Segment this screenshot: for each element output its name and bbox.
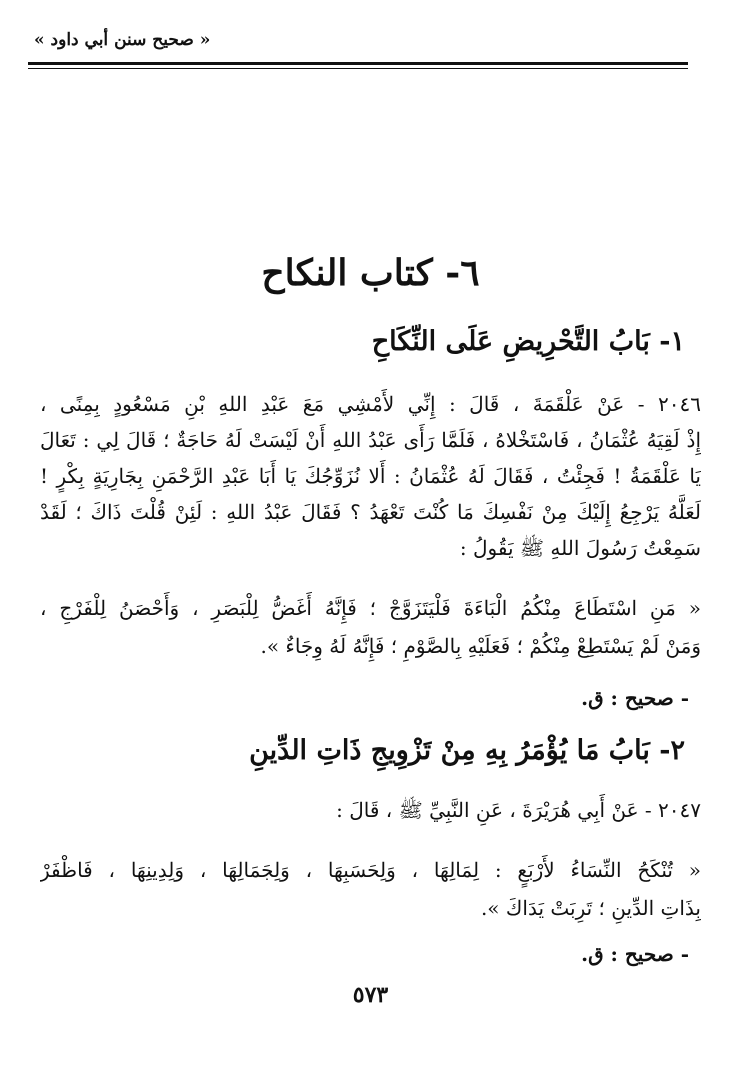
chapter-title-2: ٢- بَابُ مَا يُؤْمَرُ بِهِ مِنْ تَزْوِيجِ ذَاتِ الدِّينِ bbox=[249, 735, 685, 766]
header-rule-thick bbox=[28, 62, 688, 65]
running-title: « صحيح سنن أبي داود » bbox=[34, 30, 211, 50]
hadith-2046-grading: - صحيح : ق. bbox=[581, 686, 689, 710]
hadith-2046-quote-line: « مَنِ اسْتَطَاعَ مِنْكُمُ الْبَاءَةَ فَلْيَتَزَوَّجْ ؛ فَإِنَّهُ أَغَضُّ لِلْبَصَرِ ، وَأَحْصَنُ لِلْفَرْجِ ، bbox=[40, 596, 701, 620]
hadith-2046-line: لَعَلَّهُ يَرْجِعُ إِلَيْكَ مِنْ نَفْسِكَ مَا كُنْتَ تَعْهَدُ ؟ فَقَالَ عَبْدُ اللهِ : لَئِنْ قُلْتَ ذَاكَ ؛ لَقَدْ bbox=[40, 500, 701, 524]
hadith-2047-grading: - صحيح : ق. bbox=[581, 942, 689, 966]
hadith-2046-line: ٢٠٤٦ - عَنْ عَلْقَمَةَ ، قَالَ : إِنِّي لأَمْشِي مَعَ عَبْدِ اللهِ بْنِ مَسْعُودٍ بِمِنًى ، bbox=[40, 392, 701, 416]
chapter-title-1: ١- بَابُ التَّحْرِيضِ عَلَى النِّكَاحِ bbox=[371, 326, 685, 357]
page-number: ٥٧٣ bbox=[352, 982, 389, 1008]
header-rule-thin bbox=[28, 68, 688, 69]
book-title: ٦- كتاب النكاح bbox=[261, 252, 480, 294]
hadith-2047-quote-line: بِذَاتِ الدِّينِ ؛ تَرِبَتْ يَدَاكَ ». bbox=[480, 896, 701, 920]
hadith-2046-line: يَا عَلْقَمَةُ ! فَجِئْتُ ، فَقَالَ لَهُ عُثْمَانُ : أَلا نُزَوِّجُكَ يَا أَبَا عَبْدِ الرَّحْمَنِ بِجَارِيَةٍ بِكْرٍ ! bbox=[40, 464, 701, 488]
hadith-2046-line: سَمِعْتُ رَسُولَ اللهِ ﷺ يَقُولُ : bbox=[459, 536, 701, 560]
hadith-2046-quote-line: وَمَنْ لَمْ يَسْتَطِعْ مِنْكُمْ ؛ فَعَلَيْهِ بِالصَّوْمِ ؛ فَإِنَّهُ لَهُ وِجَاءٌ ». bbox=[260, 634, 701, 658]
hadith-2047-line: ٢٠٤٧ - عَنْ أَبِي هُرَيْرَةَ ، عَنِ النَّبِيِّ ﷺ ، قَالَ : bbox=[336, 798, 701, 822]
hadith-2047-quote-line: « تُنْكَحُ النِّسَاءُ لأَرْبَعٍ : لِمَالِهَا ، وَلِحَسَبِهَا ، وَلِجَمَالِهَا ، وَلِدِينِهَا ، فَاظْفَرْ bbox=[40, 858, 701, 882]
hadith-2046-line: إِذْ لَقِيَهُ عُثْمَانُ ، فَاسْتَخْلاهُ ، فَلَمَّا رَأَى عَبْدُ اللهِ أَنْ لَيْسَتْ لَهُ حَاجَةٌ ؛ قَالَ لِي : تَعَالَ bbox=[40, 428, 701, 452]
